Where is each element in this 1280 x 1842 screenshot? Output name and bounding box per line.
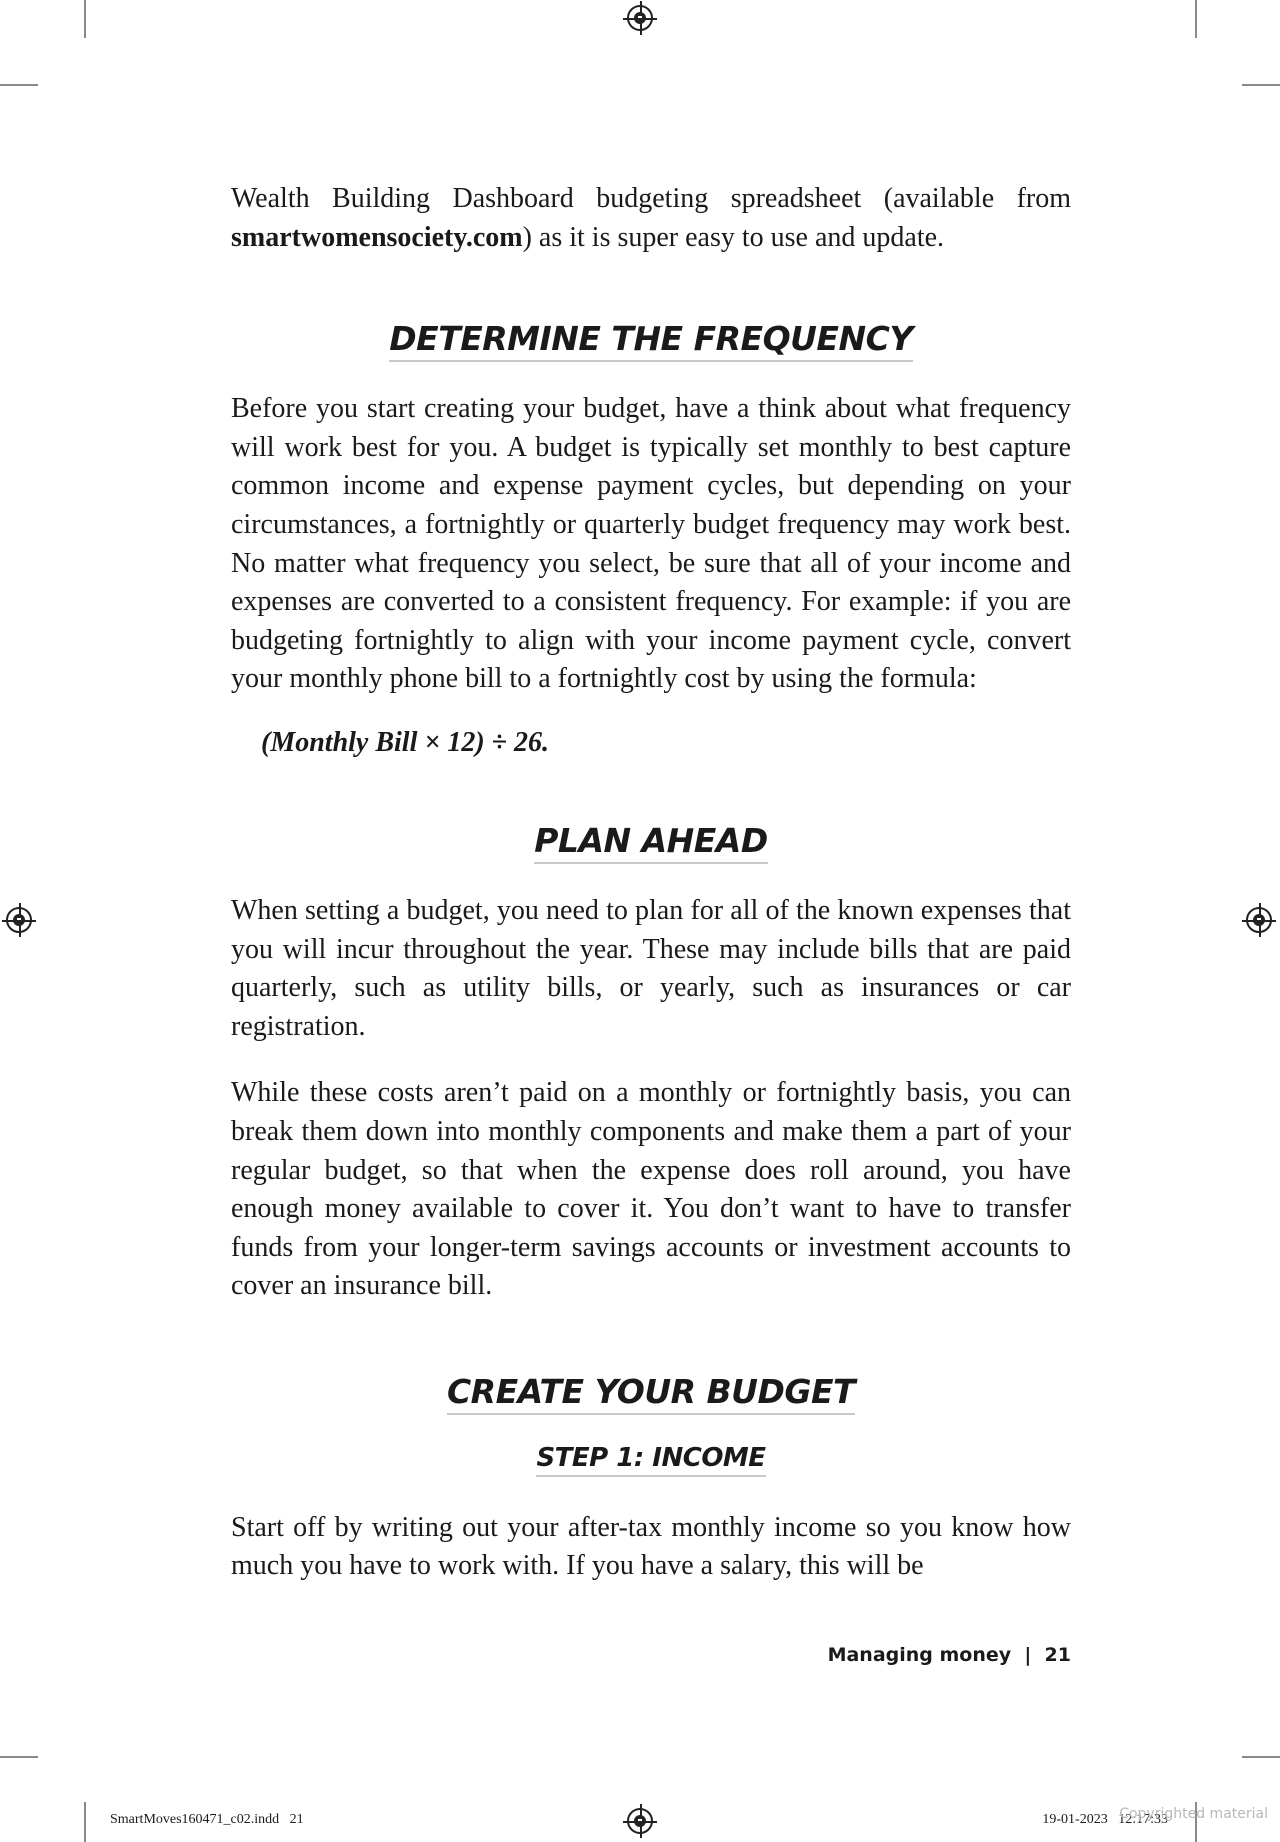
slug-timestamp: 19-01-2023 12:17:33 [1042,1812,1168,1827]
crop-mark [1195,0,1197,38]
website-reference: smartwomensociety.com [231,221,523,253]
running-footer: Managing money | 21 [827,1644,1071,1666]
watermark: Copyrighted material [1119,1806,1268,1822]
page-body [231,180,1071,1586]
intro-paragraph [231,180,1071,257]
section-heading-frequency: DETERMINE THE FREQUENCY [231,319,1071,362]
crop-mark [0,1756,38,1758]
registration-mark-icon [1246,907,1272,933]
plan-ahead-paragraph-2: While these costs aren’t paid on a monthly or fortnightly basis, you can break them down into monthly components and make them a part of your regular budget, so that when the expense does roll around, you have enough money available to cover it. You don’t want to have to transfer funds from your longer-term savings accounts or investment accounts to cover an insurance bill. [231,1077,1071,1302]
registration-mark-icon [6,907,32,933]
section-heading-plan-ahead: PLAN AHEAD [231,821,1071,864]
subheading-step-1: STEP 1: INCOME [231,1443,1071,1477]
slug-file-name: SmartMoves160471_c02.indd 21 [110,1812,304,1827]
section-heading-create-budget: CREATE YOUR BUDGET [231,1372,1071,1415]
crop-mark [0,84,38,86]
formula: (Monthly Bill × 12) ÷ 26. [261,726,550,758]
crop-mark [84,1802,86,1842]
registration-mark-icon [627,1808,653,1834]
frequency-paragraph: Before you start creating your budget, have a think about what frequency will work best for you. A budget is typically set monthly to best capture common income and expense payment cycles, but depending on your circumstances, a fortnightly or quarterly budget frequency may work best. No matter what frequency you select, be sure that all of your income and expenses are converted to a consistent frequency. For example: if you are budgeting fortnightly to align with your income payment cycle, convert your monthly phone bill to a fortnightly cost by using the formula: [231,393,1071,695]
crop-mark [1242,84,1280,86]
plan-ahead-paragraph-1: When setting a budget, you need to plan for all of the known expenses that you will incur throughout the year. These may include bills that are paid quarterly, such as utility bills, or yearly, such as insurances or car registration. [231,894,1071,1042]
intro-text-end: ) as it is super easy to use and update. [522,221,945,253]
intro-text: Wealth Building Dashboard budgeting spreadsheet (available from [231,183,1071,214]
crop-mark [1242,1756,1280,1758]
income-paragraph: Start off by writing out your after-tax monthly income so you know how much you have to work with. If you have a salary, this will be [231,1511,1071,1582]
crop-mark [84,0,86,38]
registration-mark-icon [627,5,653,31]
